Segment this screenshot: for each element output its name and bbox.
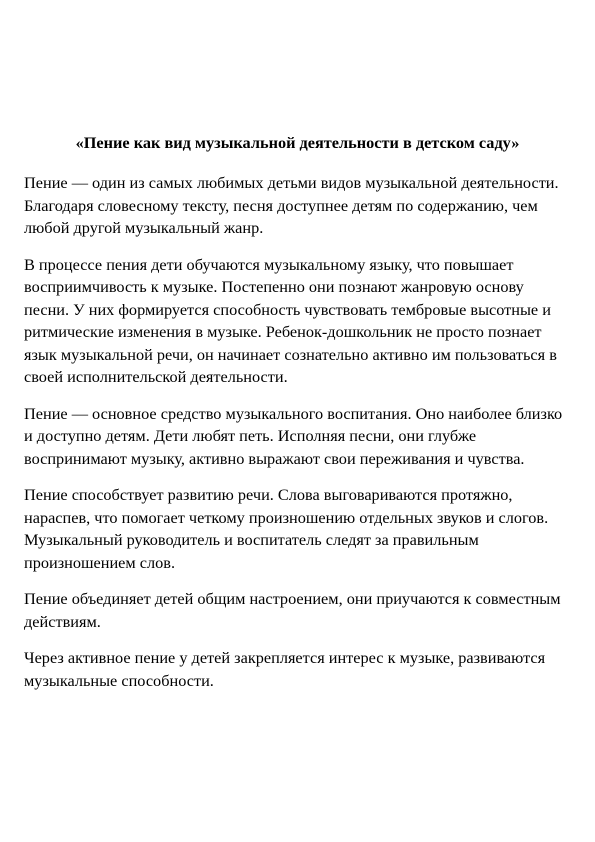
paragraph-1: Пение — один из самых любимых детьми видов музыкальной деятельности. Благодаря словесному тексту, песня доступнее детям по содержанию, чем любой другой музыкальный жанр. xyxy=(24,173,559,237)
paragraph-3: Пение — основное средство музыкального воспитания. Оно наиболее близко и доступно детям. Дети любят петь. Исполняя песни, они глубже воспринимают музыку, активно выражают свои переживания и чувства. xyxy=(24,403,563,468)
document-title: «Пение как вид музыкальной деятельности в детском саду» xyxy=(75,133,520,152)
paragraph-4: Пение способствует развитию речи. Слова выговариваются протяжно, нараспев, что помогает четкому произношению отдельных звуков и слогов. Музыкальный руководитель и воспитатель следят за правильным произношением слов. xyxy=(24,485,549,572)
paragraph-6: Через активное пение у детей закрепляется интерес к музыке, развиваются музыкальные способности. xyxy=(24,648,546,690)
paragraph-5: Пение объединяет детей общим настроением, они приучаются к совместным действиям. xyxy=(24,589,561,631)
document-body xyxy=(24,172,572,706)
paragraph-2: В процессе пения дети обучаются музыкальному языку, что повышает восприимчивость к музыке. Постепенно они познают жанровую основу песни. У них формируется способность чувствовать тембровые высотные и ритмические изменения в музыке. Ребенок-дошкольник не просто познает язык музыкальной речи, он начинает сознательно активно им пользоваться в своей исполнительской деятельности. xyxy=(24,254,557,386)
